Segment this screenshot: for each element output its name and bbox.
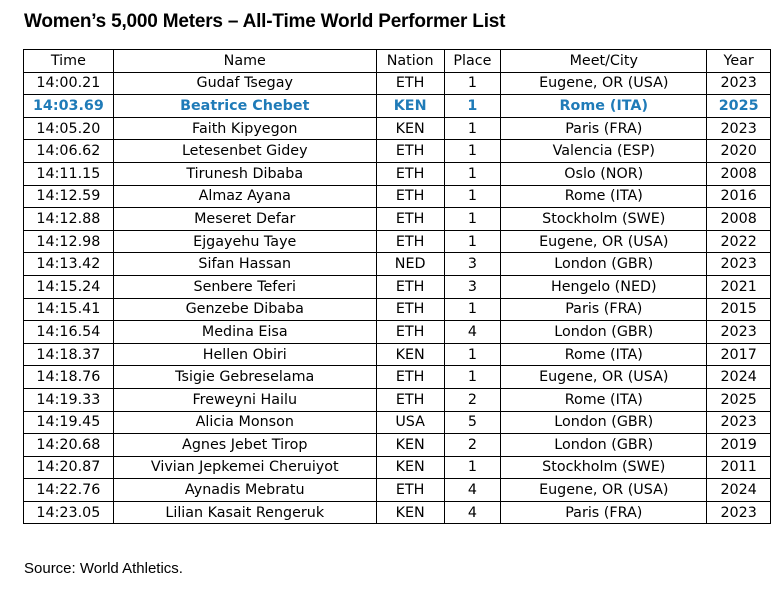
table-row	[24, 253, 771, 276]
year-cell: 2021	[707, 275, 771, 298]
meet-city-cell: Eugene, OR (USA)	[501, 72, 707, 95]
place-cell: 1	[444, 343, 501, 366]
meet-city-cell: Rome (ITA)	[501, 388, 707, 411]
place-cell: 4	[444, 479, 501, 502]
name-cell: Medina Eisa	[113, 321, 376, 344]
table-row	[24, 479, 771, 502]
nation-cell: ETH	[376, 185, 444, 208]
year-cell: 2011	[707, 456, 771, 479]
nation-cell: ETH	[376, 140, 444, 163]
table-row	[24, 298, 771, 321]
meet-city-cell: Eugene, OR (USA)	[501, 230, 707, 253]
nation-cell: ETH	[376, 298, 444, 321]
name-cell: Alicia Monson	[113, 411, 376, 434]
meet-city-cell: Paris (FRA)	[501, 117, 707, 140]
year-cell: 2008	[707, 208, 771, 231]
name-cell: Faith Kipyegon	[113, 117, 376, 140]
nation-cell: USA	[376, 411, 444, 434]
year-cell: 2008	[707, 162, 771, 185]
name-cell: Ejgayehu Taye	[113, 230, 376, 253]
meet-city-cell: Rome (ITA)	[501, 343, 707, 366]
time-cell: 14:15.24	[24, 275, 114, 298]
table-row	[24, 275, 771, 298]
place-cell: 1	[444, 72, 501, 95]
name-cell: Sifan Hassan	[113, 253, 376, 276]
place-cell: 1	[444, 230, 501, 253]
year-cell: 2015	[707, 298, 771, 321]
year-cell: 2024	[707, 479, 771, 502]
name-cell: Tsigie Gebreselama	[113, 366, 376, 389]
time-cell: 14:15.41	[24, 298, 114, 321]
time-cell: 14:20.87	[24, 456, 114, 479]
column-header-year: Year	[707, 50, 771, 73]
column-header-nation: Nation	[376, 50, 444, 73]
column-header-name: Name	[113, 50, 376, 73]
nation-cell: ETH	[376, 275, 444, 298]
time-cell: 14:11.15	[24, 162, 114, 185]
table-row	[24, 411, 771, 434]
name-cell: Almaz Ayana	[113, 185, 376, 208]
year-cell: 2016	[707, 185, 771, 208]
meet-city-cell: London (GBR)	[501, 434, 707, 457]
nation-cell: ETH	[376, 479, 444, 502]
name-cell: Lilian Kasait Rengeruk	[113, 501, 376, 524]
nation-cell: KEN	[376, 343, 444, 366]
time-cell: 14:03.69	[24, 95, 114, 118]
meet-city-cell: London (GBR)	[501, 253, 707, 276]
meet-city-cell: Paris (FRA)	[501, 298, 707, 321]
name-cell: Tirunesh Dibaba	[113, 162, 376, 185]
table-row	[24, 366, 771, 389]
nation-cell: ETH	[376, 366, 444, 389]
time-cell: 14:19.33	[24, 388, 114, 411]
year-cell: 2017	[707, 343, 771, 366]
table-row	[24, 501, 771, 524]
table-row	[24, 140, 771, 163]
table-row	[24, 343, 771, 366]
nation-cell: ETH	[376, 230, 444, 253]
nation-cell: KEN	[376, 501, 444, 524]
place-cell: 1	[444, 185, 501, 208]
table-row	[24, 95, 771, 118]
meet-city-cell: Stockholm (SWE)	[501, 456, 707, 479]
place-cell: 1	[444, 117, 501, 140]
nation-cell: KEN	[376, 95, 444, 118]
column-header-place: Place	[444, 50, 501, 73]
year-cell: 2019	[707, 434, 771, 457]
place-cell: 5	[444, 411, 501, 434]
time-cell: 14:13.42	[24, 253, 114, 276]
name-cell: Meseret Defar	[113, 208, 376, 231]
nation-cell: NED	[376, 253, 444, 276]
table-row	[24, 388, 771, 411]
name-cell: Freweyni Hailu	[113, 388, 376, 411]
performer-table	[23, 49, 771, 524]
time-cell: 14:19.45	[24, 411, 114, 434]
time-cell: 14:18.76	[24, 366, 114, 389]
year-cell: 2020	[707, 140, 771, 163]
nation-cell: ETH	[376, 208, 444, 231]
place-cell: 2	[444, 434, 501, 457]
name-cell: Genzebe Dibaba	[113, 298, 376, 321]
place-cell: 1	[444, 298, 501, 321]
place-cell: 1	[444, 366, 501, 389]
year-cell: 2023	[707, 117, 771, 140]
header-row	[24, 50, 771, 73]
name-cell: Hellen Obiri	[113, 343, 376, 366]
meet-city-cell: Stockholm (SWE)	[501, 208, 707, 231]
place-cell: 2	[444, 388, 501, 411]
nation-cell: KEN	[376, 456, 444, 479]
name-cell: Aynadis Mebratu	[113, 479, 376, 502]
source-note: Source: World Athletics.	[24, 560, 183, 577]
table-row	[24, 434, 771, 457]
meet-city-cell: Valencia (ESP)	[501, 140, 707, 163]
time-cell: 14:00.21	[24, 72, 114, 95]
name-cell: Letesenbet Gidey	[113, 140, 376, 163]
year-cell: 2023	[707, 72, 771, 95]
time-cell: 14:12.98	[24, 230, 114, 253]
column-header-meet-city: Meet/City	[501, 50, 707, 73]
year-cell: 2022	[707, 230, 771, 253]
year-cell: 2025	[707, 388, 771, 411]
meet-city-cell: Hengelo (NED)	[501, 275, 707, 298]
table-row	[24, 117, 771, 140]
place-cell: 3	[444, 275, 501, 298]
nation-cell: ETH	[376, 162, 444, 185]
place-cell: 4	[444, 501, 501, 524]
time-cell: 14:20.68	[24, 434, 114, 457]
year-cell: 2024	[707, 366, 771, 389]
meet-city-cell: Rome (ITA)	[501, 95, 707, 118]
place-cell: 1	[444, 162, 501, 185]
table-body	[24, 72, 771, 524]
table-row	[24, 230, 771, 253]
year-cell: 2025	[707, 95, 771, 118]
meet-city-cell: Paris (FRA)	[501, 501, 707, 524]
place-cell: 1	[444, 95, 501, 118]
name-cell: Agnes Jebet Tirop	[113, 434, 376, 457]
meet-city-cell: London (GBR)	[501, 411, 707, 434]
year-cell: 2023	[707, 321, 771, 344]
time-cell: 14:18.37	[24, 343, 114, 366]
table-row	[24, 456, 771, 479]
time-cell: 14:16.54	[24, 321, 114, 344]
name-cell: Vivian Jepkemei Cheruiyot	[113, 456, 376, 479]
year-cell: 2023	[707, 501, 771, 524]
time-cell: 14:06.62	[24, 140, 114, 163]
time-cell: 14:05.20	[24, 117, 114, 140]
nation-cell: KEN	[376, 434, 444, 457]
name-cell: Beatrice Chebet	[113, 95, 376, 118]
meet-city-cell: Rome (ITA)	[501, 185, 707, 208]
meet-city-cell: Eugene, OR (USA)	[501, 479, 707, 502]
nation-cell: ETH	[376, 388, 444, 411]
place-cell: 1	[444, 456, 501, 479]
time-cell: 14:23.05	[24, 501, 114, 524]
place-cell: 4	[444, 321, 501, 344]
page-title: Women’s 5,000 Meters – All-Time World Performer List	[24, 11, 506, 32]
time-cell: 14:12.88	[24, 208, 114, 231]
year-cell: 2023	[707, 253, 771, 276]
table-row	[24, 162, 771, 185]
place-cell: 1	[444, 140, 501, 163]
year-cell: 2023	[707, 411, 771, 434]
time-cell: 14:22.76	[24, 479, 114, 502]
place-cell: 1	[444, 208, 501, 231]
table-row	[24, 72, 771, 95]
table-row	[24, 185, 771, 208]
nation-cell: ETH	[376, 321, 444, 344]
meet-city-cell: Oslo (NOR)	[501, 162, 707, 185]
column-header-time: Time	[24, 50, 114, 73]
meet-city-cell: Eugene, OR (USA)	[501, 366, 707, 389]
nation-cell: ETH	[376, 72, 444, 95]
table-row	[24, 321, 771, 344]
nation-cell: KEN	[376, 117, 444, 140]
meet-city-cell: London (GBR)	[501, 321, 707, 344]
table-row	[24, 208, 771, 231]
time-cell: 14:12.59	[24, 185, 114, 208]
name-cell: Senbere Teferi	[113, 275, 376, 298]
place-cell: 3	[444, 253, 501, 276]
name-cell: Gudaf Tsegay	[113, 72, 376, 95]
